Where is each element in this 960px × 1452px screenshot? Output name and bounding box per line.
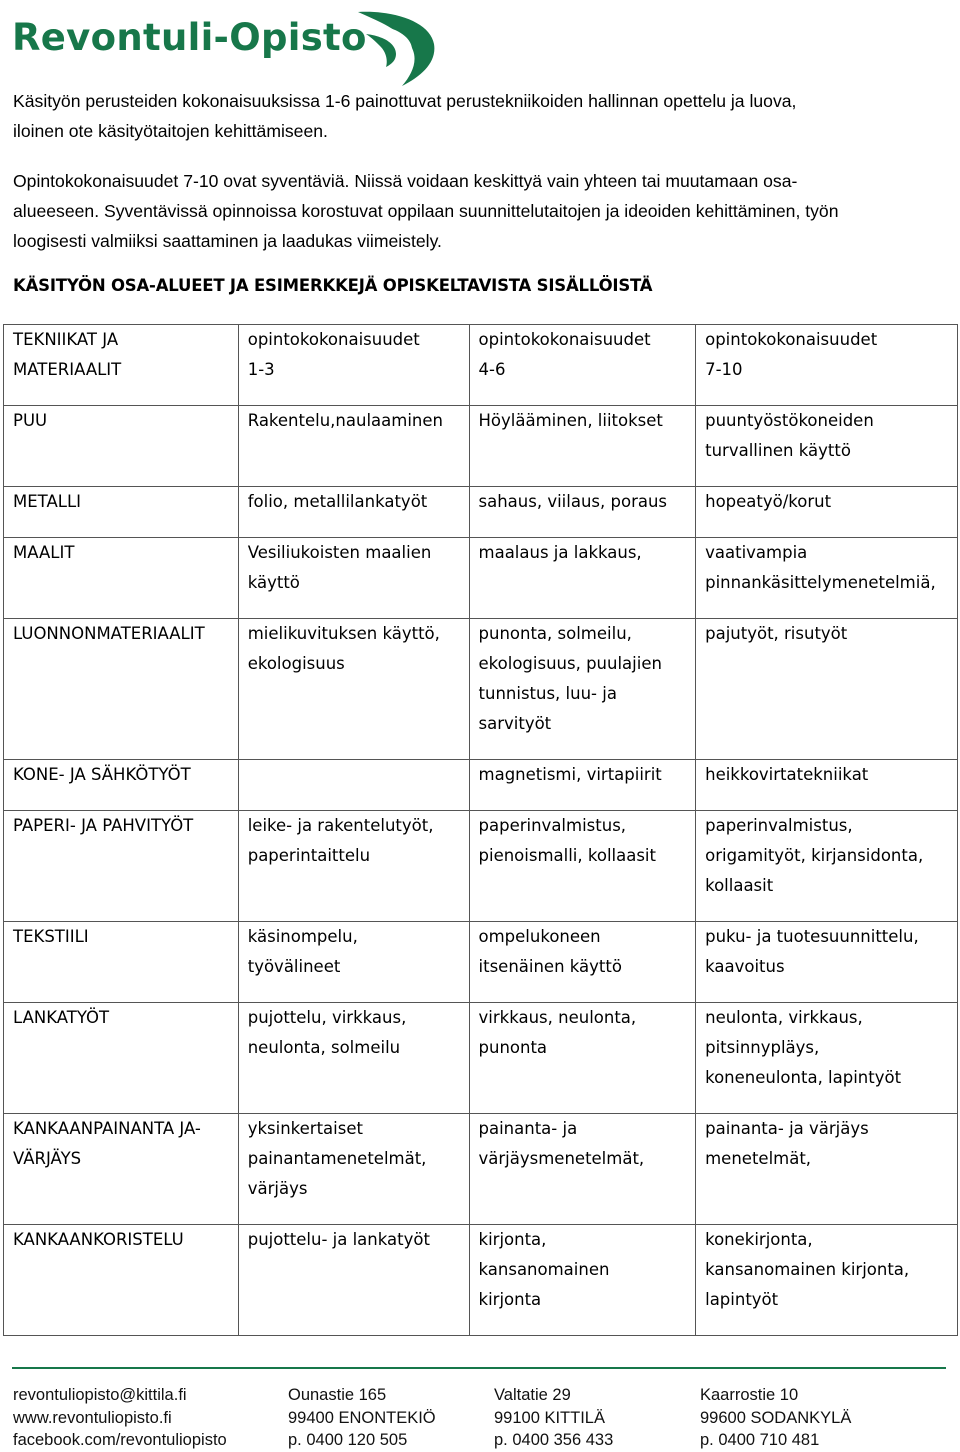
table-cell: maalaus ja lakkaus,: [469, 538, 696, 619]
intro-paragraph-2: Opintokokonaisuudet 7-10 ovat syventäviä. Niissä voidaan keskittyä vain yhteen tai muutamaan osa- alueeseen. Syventävissä opinnoissa korostuvat oppilaan suunnittelutaitojen ja ideoiden kehittäminen, työn loogisesti valmiiksi saattaminen ja laadukas viimeistely.: [13, 171, 839, 251]
table-row: [4, 922, 958, 1003]
table-cell: opintokokonaisuudet 7-10: [696, 325, 958, 406]
table-cell: KONE- JA SÄHKÖTYÖT: [4, 760, 239, 811]
footer-phone: p. 0400 356 433: [494, 1431, 614, 1449]
table-cell: yksinkertaiset painantamenetelmät, värjäys: [238, 1114, 469, 1225]
table-cell: PAPERI- JA PAHVITYÖT: [4, 811, 239, 922]
table-cell: painanta- ja värjäys menetelmät,: [696, 1114, 958, 1225]
table-cell: Rakentelu,naulaaminen: [238, 406, 469, 487]
table-cell: pujottelu, virkkaus, neulonta, solmeilu: [238, 1003, 469, 1114]
table-cell: punonta, solmeilu, ekologisuus, puulajien tunnistus, luu- ja sarvityöt: [469, 619, 696, 760]
table-cell: folio, metallilankatyöt: [238, 487, 469, 538]
table-cell: [238, 760, 469, 811]
table-cell: TEKSTIILI: [4, 922, 239, 1003]
footer-website-link[interactable]: www.revontuliopisto.fi: [13, 1408, 172, 1427]
table-cell: vaativampia pinnankäsittelymenetelmiä,: [696, 538, 958, 619]
table-row: [4, 1225, 958, 1336]
table-cell: sahaus, viilaus, poraus: [469, 487, 696, 538]
table-header-row: [4, 325, 958, 406]
table-row: [4, 811, 958, 922]
footer-facebook-link[interactable]: facebook.com/revontuliopisto: [13, 1431, 227, 1449]
table-cell: LUONNONMATERIAALIT: [4, 619, 239, 760]
intro-paragraph-1: Käsityön perusteiden kokonaisuuksissa 1-6 painottuvat perustekniikoiden hallinnan opettelu ja luova, iloinen ote käsityötaitojen kehittämiseen.: [13, 91, 797, 141]
footer-address: Ounastie 165: [288, 1386, 387, 1404]
table-row: [4, 760, 958, 811]
table-cell: pujottelu- ja lankatyöt: [238, 1225, 469, 1336]
intro-text: [13, 86, 948, 256]
footer-address: Valtatie 29: [494, 1386, 571, 1404]
footer-office-kittila: [494, 1384, 613, 1452]
table-cell: leike- ja rakentelutyöt, paperintaittelu: [238, 811, 469, 922]
section-heading: KÄSITYÖN OSA-ALUEET JA ESIMERKKEJÄ OPISKELTAVISTA SISÄLLÖISTÄ: [13, 276, 653, 295]
table-row: [4, 1003, 958, 1114]
footer-contact: [13, 1384, 227, 1452]
table-cell: Vesiliukoisten maalien käyttö: [238, 538, 469, 619]
footer-email-link[interactable]: revontuliopisto@kittila.fi: [13, 1386, 187, 1404]
footer-divider: [12, 1367, 946, 1369]
table-cell: käsinompelu, työvälineet: [238, 922, 469, 1003]
table-cell: TEKNIIKAT JA MATERIAALIT: [4, 325, 239, 406]
table-cell: puuntyöstökoneiden turvallinen käyttö: [696, 406, 958, 487]
footer-office-enontekio: [288, 1384, 436, 1452]
table-cell: kirjonta, kansanomainen kirjonta: [469, 1225, 696, 1336]
logo-text: Revontuli-Opisto: [12, 16, 367, 59]
table-cell: opintokokonaisuudet 4-6: [469, 325, 696, 406]
footer-office-sodankyla: [700, 1384, 851, 1452]
table-cell: painanta- ja värjäysmenetelmät,: [469, 1114, 696, 1225]
table-row: [4, 619, 958, 760]
table-cell: puku- ja tuotesuunnittelu, kaavoitus: [696, 922, 958, 1003]
table-cell: paperinvalmistus, origamityöt, kirjansidonta, kollaasit: [696, 811, 958, 922]
content-table: [3, 324, 958, 1336]
table-cell: mielikuvituksen käyttö, ekologisuus: [238, 619, 469, 760]
table-cell: neulonta, virkkaus, pitsinnypläys, koneneulonta, lapintyöt: [696, 1003, 958, 1114]
table-cell: LANKATYÖT: [4, 1003, 239, 1114]
table-cell: Höylääminen, liitokset: [469, 406, 696, 487]
table-row: [4, 406, 958, 487]
footer-phone: p. 0400 710 481: [700, 1431, 820, 1449]
logo: [10, 4, 440, 88]
table-row: [4, 487, 958, 538]
table-cell: KANKAANPAINANTA JA- VÄRJÄYS: [4, 1114, 239, 1225]
table-cell: paperinvalmistus, pienoismalli, kollaasit: [469, 811, 696, 922]
table-cell: opintokokonaisuudet 1-3: [238, 325, 469, 406]
table-cell: heikkovirtatekniikat: [696, 760, 958, 811]
table-cell: ompelukoneen itsenäinen käyttö: [469, 922, 696, 1003]
footer-city: 99400 ENONTEKIÖ: [288, 1408, 436, 1427]
table-cell: MAALIT: [4, 538, 239, 619]
footer-city: 99100 KITTILÄ: [494, 1408, 605, 1427]
table-cell: hopeatyö/korut: [696, 487, 958, 538]
table-cell: virkkaus, neulonta, punonta: [469, 1003, 696, 1114]
footer-city: 99600 SODANKYLÄ: [700, 1408, 852, 1427]
table-row: [4, 538, 958, 619]
table-row: [4, 1114, 958, 1225]
table-cell: magnetismi, virtapiirit: [469, 760, 696, 811]
footer-address: Kaarrostie 10: [700, 1386, 799, 1404]
table-cell: PUU: [4, 406, 239, 487]
table-cell: pajutyöt, risutyöt: [696, 619, 958, 760]
table-cell: KANKAANKORISTELU: [4, 1225, 239, 1336]
table-cell: METALLI: [4, 487, 239, 538]
table-cell: konekirjonta, kansanomainen kirjonta, lapintyöt: [696, 1225, 958, 1336]
footer-phone: p. 0400 120 505: [288, 1431, 408, 1449]
